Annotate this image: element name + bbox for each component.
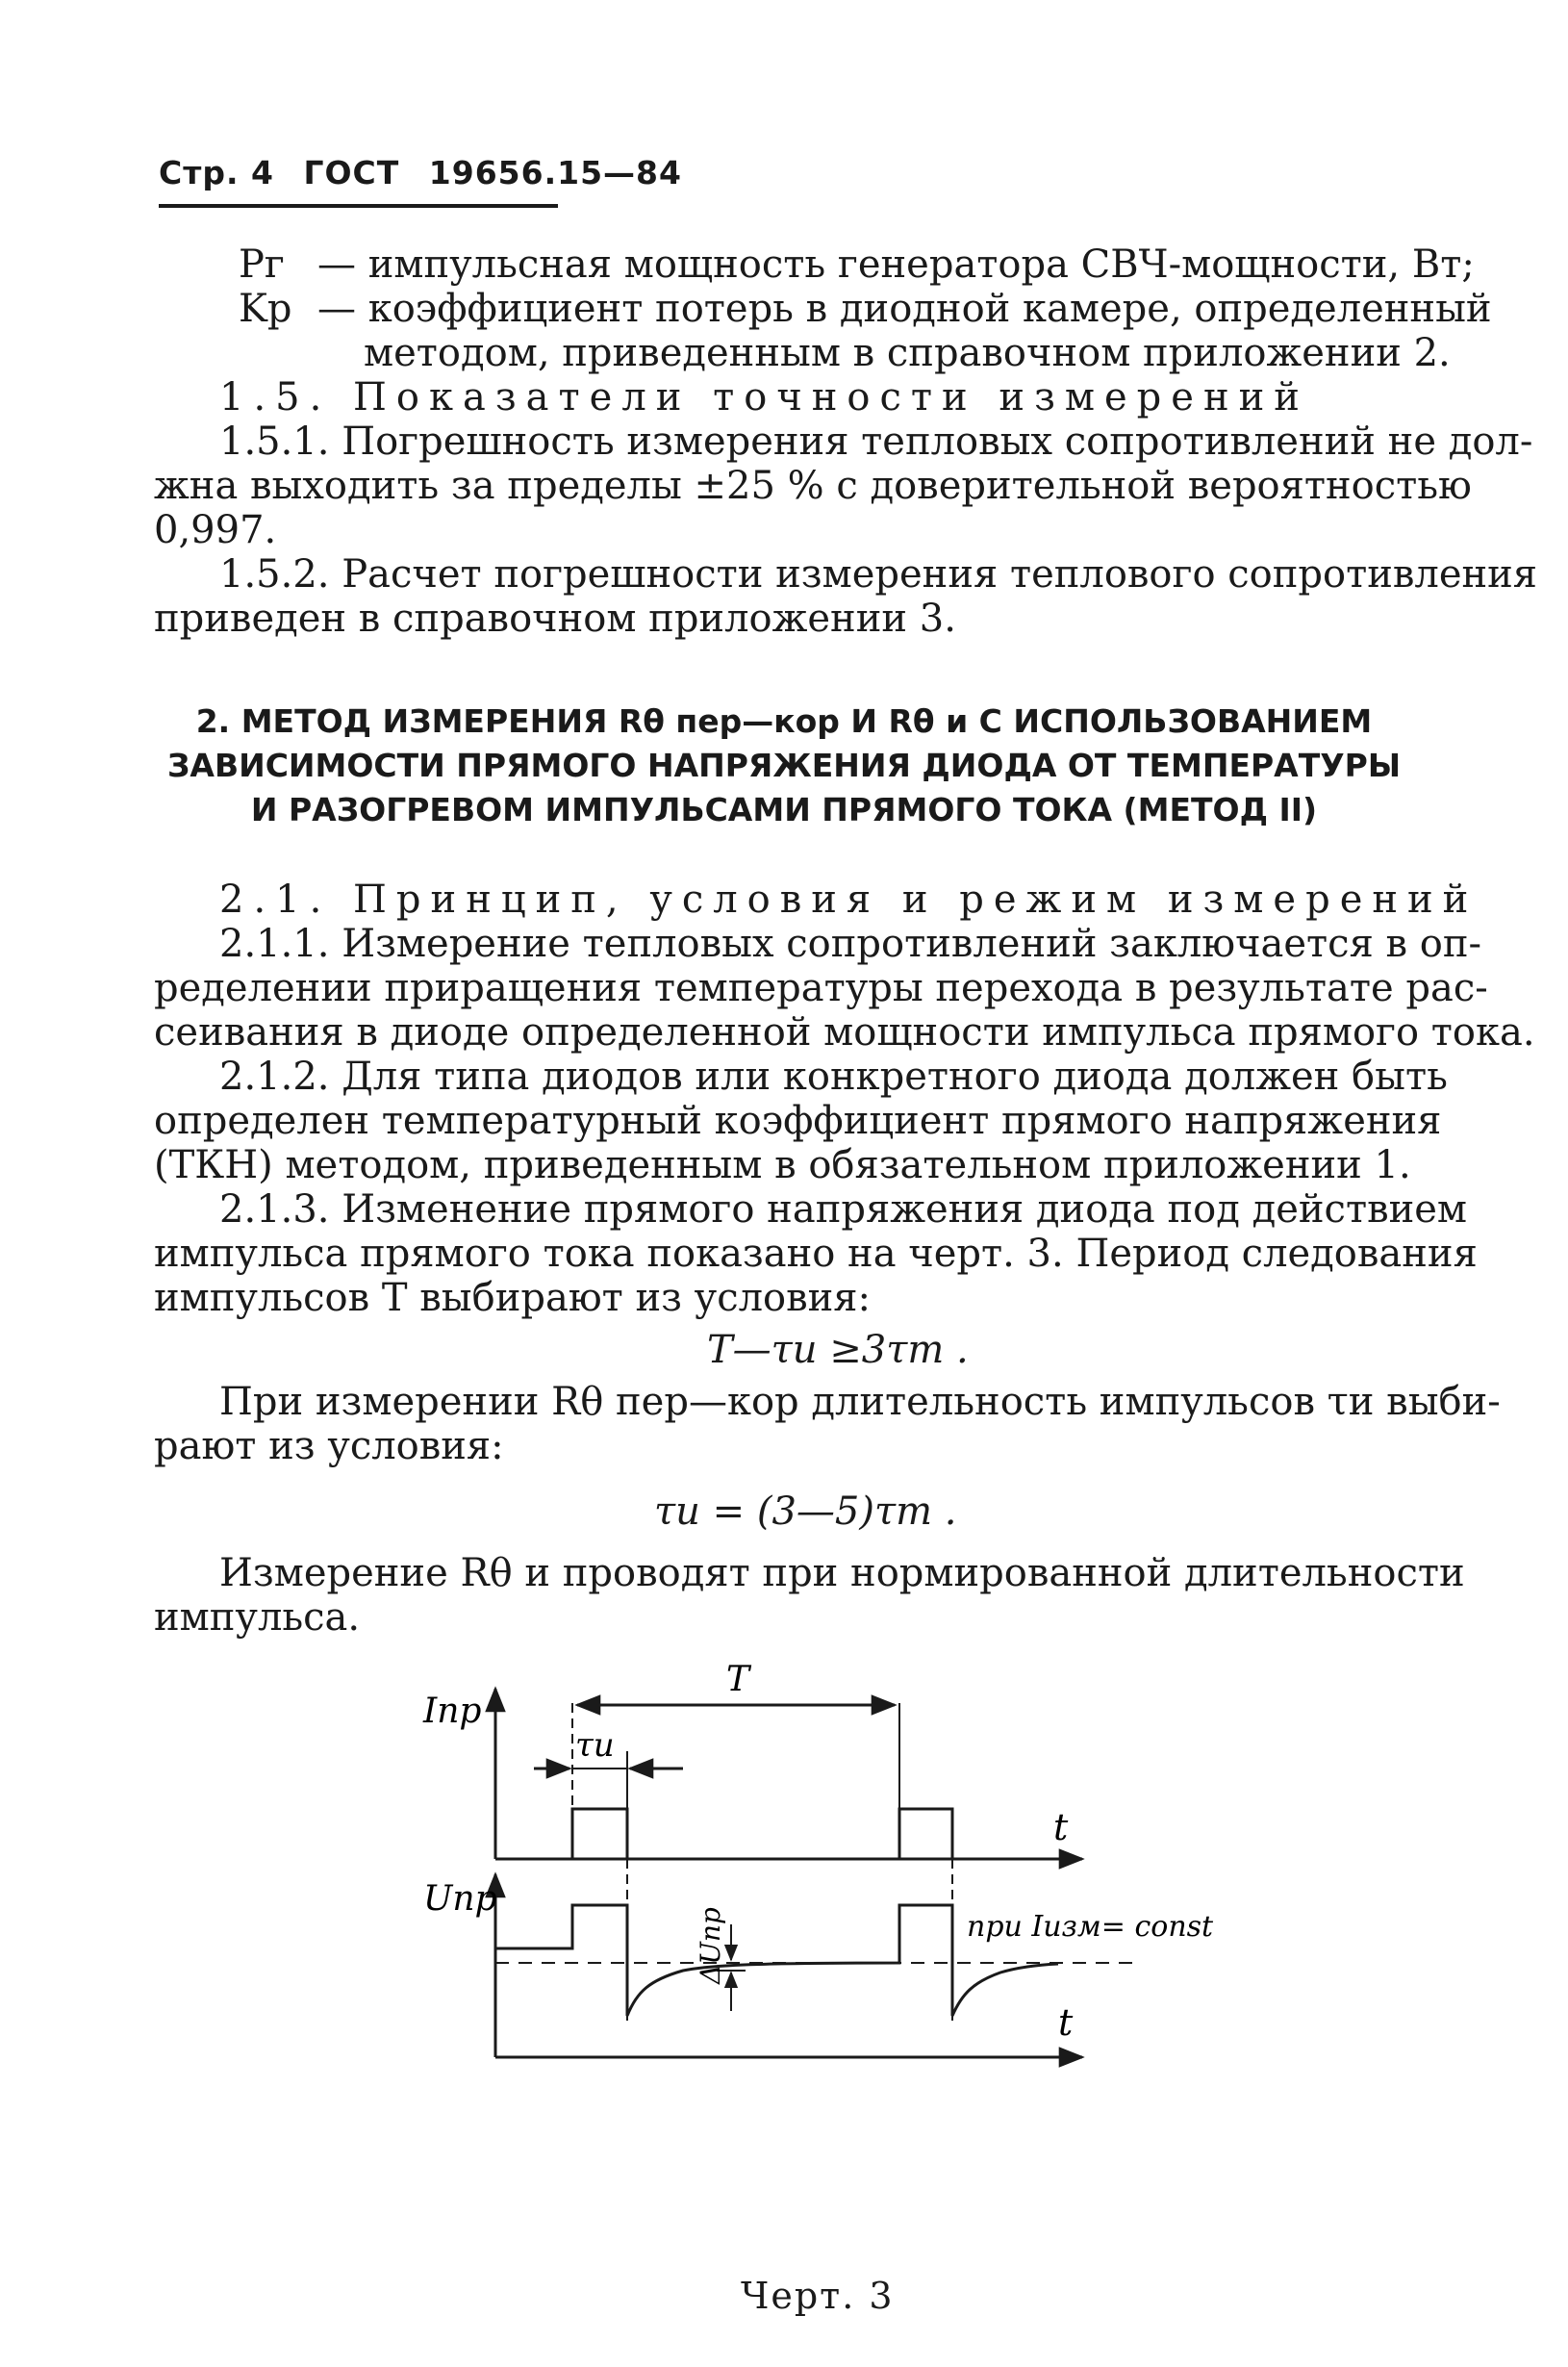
section-1-5-title: 1.5. Показатели точности измерений xyxy=(219,375,1309,420)
def-kp-symbol: Kp xyxy=(239,287,292,331)
para-2-1-3-line2: импульса прямого тока показано на черт. 3. Период следования xyxy=(154,1232,1478,1276)
para-2-1-3-line3: импульсов T выбирают из условия: xyxy=(154,1276,871,1320)
page-number: Стр. 4 xyxy=(159,154,274,191)
standard-number: 19656.15—84 xyxy=(428,154,682,191)
para-2-1-5-line1: Измерение Rθ и проводят при нормированной длительности xyxy=(219,1551,1465,1595)
def-kp-text: — коэффициент потерь в диодной камере, определенный xyxy=(317,287,1492,331)
label-condition: при Iизм= const xyxy=(967,1910,1214,1944)
current-pulse-2 xyxy=(899,1809,952,1859)
def-kp-text-cont: методом, приведенным в справочном приложении 2. xyxy=(364,331,1451,375)
para-1-5-2-line2: приведен в справочном приложении 3. xyxy=(154,597,956,641)
standard-label: ГОСТ xyxy=(303,154,400,191)
label-t-top: t xyxy=(1053,1806,1069,1848)
para-2-1-5-line2: импульса. xyxy=(154,1595,361,1640)
section-2-title-line2: ЗАВИСИМОСТИ ПРЯМОГО НАПРЯЖЕНИЯ ДИОДА ОТ ТЕМПЕРАТУРЫ xyxy=(166,747,1402,784)
para-2-1-4-line2: рают из условия: xyxy=(154,1424,504,1468)
formula-period: T—τи ≥3τт . xyxy=(707,1328,969,1372)
para-1-5-1-line2: жна выходить за пределы ±25 % с доверительной вероятностью xyxy=(154,464,1472,508)
section-2-title-line3: И РАЗОГРЕВОМ ИМПУЛЬСАМИ ПРЯМОГО ТОКА (МЕТОД II) xyxy=(250,791,1318,828)
def-pg-symbol: Pг xyxy=(239,242,285,287)
section-2-title-line1: 2. МЕТОД ИЗМЕРЕНИЯ Rθ пер—кор И Rθ и С ИСПОЛЬЗОВАНИЕМ xyxy=(195,702,1373,740)
label-t-bottom: t xyxy=(1058,2001,1074,2044)
para-1-5-1-line3: 0,997. xyxy=(154,508,277,552)
label-y-current: Iпр xyxy=(423,1692,482,1731)
para-2-1-2-line2: определен температурный коэффициент прямого напряжения xyxy=(154,1099,1442,1143)
label-pulse-width: τи xyxy=(575,1726,615,1765)
para-2-1-2-line1: 2.1.2. Для типа диодов или конкретного диода должен быть xyxy=(219,1055,1448,1099)
section-2-1-title: 2.1. Принцип, условия и режим измерений xyxy=(219,878,1479,922)
current-pulse-1 xyxy=(572,1809,627,1859)
figure-caption: Черт. 3 xyxy=(741,2275,895,2317)
para-2-1-4-line1: При измерении Rθ пер—кор длительность импульсов τи выби- xyxy=(219,1380,1501,1424)
para-2-1-1-line1: 2.1.1. Измерение тепловых сопротивлений заключается в оп- xyxy=(219,922,1482,966)
formula-pulse: τи = (3—5)τт . xyxy=(654,1489,957,1534)
para-2-1-3-line1: 2.1.3. Изменение прямого напряжения диода под действием xyxy=(219,1187,1468,1232)
def-pg-text: — импульсная мощность генератора СВЧ-мощности, Вт; xyxy=(317,242,1475,287)
para-2-1-2-line3: (ТКН) методом, приведенным в обязательном приложении 1. xyxy=(154,1143,1411,1187)
label-period: T xyxy=(726,1660,750,1699)
label-delta-u: ΔUпр xyxy=(695,1907,726,1984)
label-y-voltage: Uпр xyxy=(423,1879,497,1919)
para-2-1-1-line3: сеивания в диоде определенной мощности импульса прямого тока. xyxy=(154,1010,1535,1055)
para-2-1-1-line2: ределении приращения температуры перехода в результате рас- xyxy=(154,966,1488,1010)
para-1-5-1-line1: 1.5.1. Погрешность измерения тепловых сопротивлений не дол- xyxy=(219,420,1533,464)
para-1-5-2-line1: 1.5.2. Расчет погрешности измерения теплового сопротивления xyxy=(219,552,1538,597)
